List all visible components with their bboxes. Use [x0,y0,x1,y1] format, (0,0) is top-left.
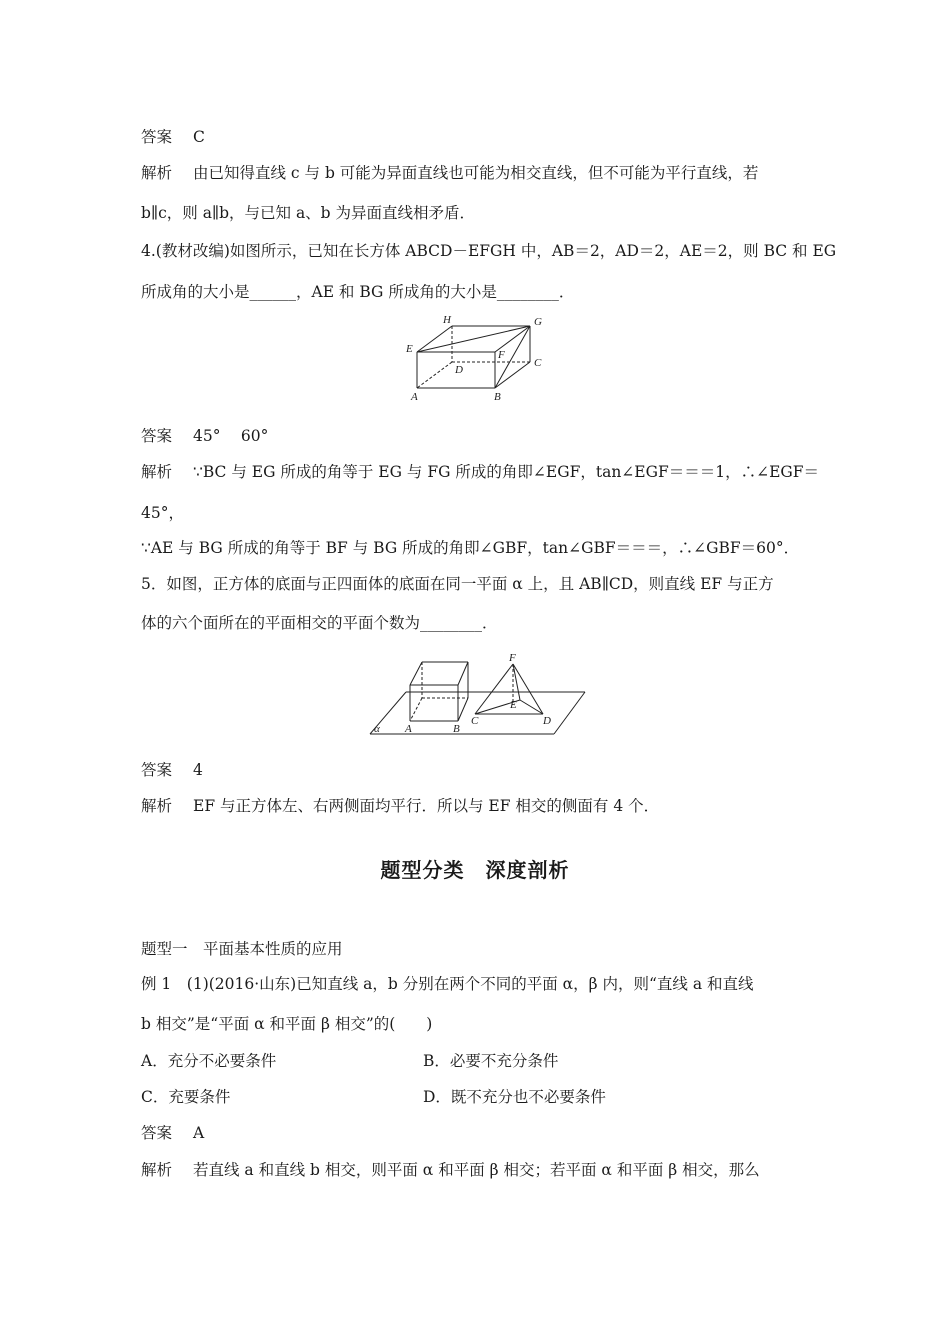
vertex-label-C: C [534,357,542,369]
option-a: A．充分不必要条件 [141,1052,277,1070]
q4-answer-line [141,425,268,447]
q4-analysis-line-1 [141,461,819,483]
type1-heading: 题型一 平面基本性质的应用 [141,940,343,958]
example1-line-1: 例 1 (1)(2016·山东)已知直线 a，b 分别在两个不同的平面 α，β 内，则“直线 a 和直线 [141,975,754,993]
vertex-label-B: B [453,723,460,735]
answer-value: A [193,1124,205,1142]
vertex-label-H: H [443,314,451,326]
option-b: B．必要不充分条件 [423,1052,559,1070]
q4-stem-line-1: 4.(教材改编)如图所示，已知在长方体 ABCD－EFGH 中，AB＝2，AD＝2，AE＝2，则 BC 和 EG [141,242,837,260]
analysis-text: EF 与正方体左、右两侧面均平行．所以与 EF 相交的侧面有 4 个． [193,797,660,815]
vertex-label-D: D [543,715,551,727]
example1-answer-line [141,1122,204,1144]
vertex-label-G: G [534,316,542,328]
vertex-label-A: A [411,391,418,403]
cuboid-figure [395,312,565,407]
vertex-label-C: C [471,715,479,727]
example1-analysis-line-1 [141,1159,760,1181]
vertex-label-B: B [494,391,501,403]
q4-analysis-line-2: 45°， [141,504,184,522]
analysis-label: 解析 [141,463,173,481]
q4-stem-line-2: 所成角的大小是______，AE 和 BG 所成角的大小是________． [141,283,575,301]
analysis-label: 解析 [141,164,173,182]
q4-analysis-line-3: ∵AE 与 BG 所成的角等于 BF 与 BG 所成的角即∠GBF，tan∠GBF＝＝＝，∴∠GBF＝60°． [141,539,800,557]
q5-stem-line-2: 体的六个面所在的平面相交的平面个数为________． [141,614,498,632]
q5-stem-line-1: 5．如图，正方体的底面与正四面体的底面在同一平面 α 上，且 AB∥CD，则直线 EF 与正方 [141,575,774,593]
q3-analysis-line-2: b∥c，则 a∥b，与已知 a、b 为异面直线相矛盾． [141,204,476,222]
answer-value: C [193,128,205,146]
analysis-text: 由已知得直线 c 与 b 可能为异面直线也可能为相交直线，但不可能为平行直线，若 [193,164,759,182]
answer-value: 4 [193,761,203,779]
vertex-label-E: E [406,343,413,355]
vertex-label-E: E [510,699,517,711]
option-c: C．充要条件 [141,1088,231,1106]
analysis-label: 解析 [141,797,173,815]
vertex-label-D: D [455,364,463,376]
cube-tetrahedron-figure [365,650,590,740]
analysis-text: ∵BC 与 EG 所成的角等于 EG 与 FG 所成的角即∠EGF，tan∠EGF＝＝＝1，∴∠EGF＝ [193,463,820,481]
analysis-label: 解析 [141,1161,173,1179]
vertex-label-F: F [498,349,505,361]
analysis-text: 若直线 a 和直线 b 相交，则平面 α 和平面 β 相交；若平面 α 和平面 β 相交，那么 [193,1161,760,1179]
answer-label: 答案 [141,128,173,146]
q5-analysis-line-1 [141,795,659,817]
q3-answer-line [141,126,205,148]
option-d: D．既不充分也不必要条件 [423,1088,606,1106]
example1-line-2: b 相交”是“平面 α 和平面 β 相交”的( ) [141,1015,433,1033]
section-title: 题型分类 深度剖析 [380,858,570,882]
vertex-label-F: F [509,652,516,664]
answer-label: 答案 [141,761,173,779]
q5-answer-line [141,759,203,781]
vertex-label-A: A [405,723,412,735]
answer-value: 45° 60° [193,427,269,445]
plane-label-alpha: α [374,723,380,735]
q3-analysis-line-1 [141,162,758,184]
answer-label: 答案 [141,427,173,445]
answer-label: 答案 [141,1124,173,1142]
